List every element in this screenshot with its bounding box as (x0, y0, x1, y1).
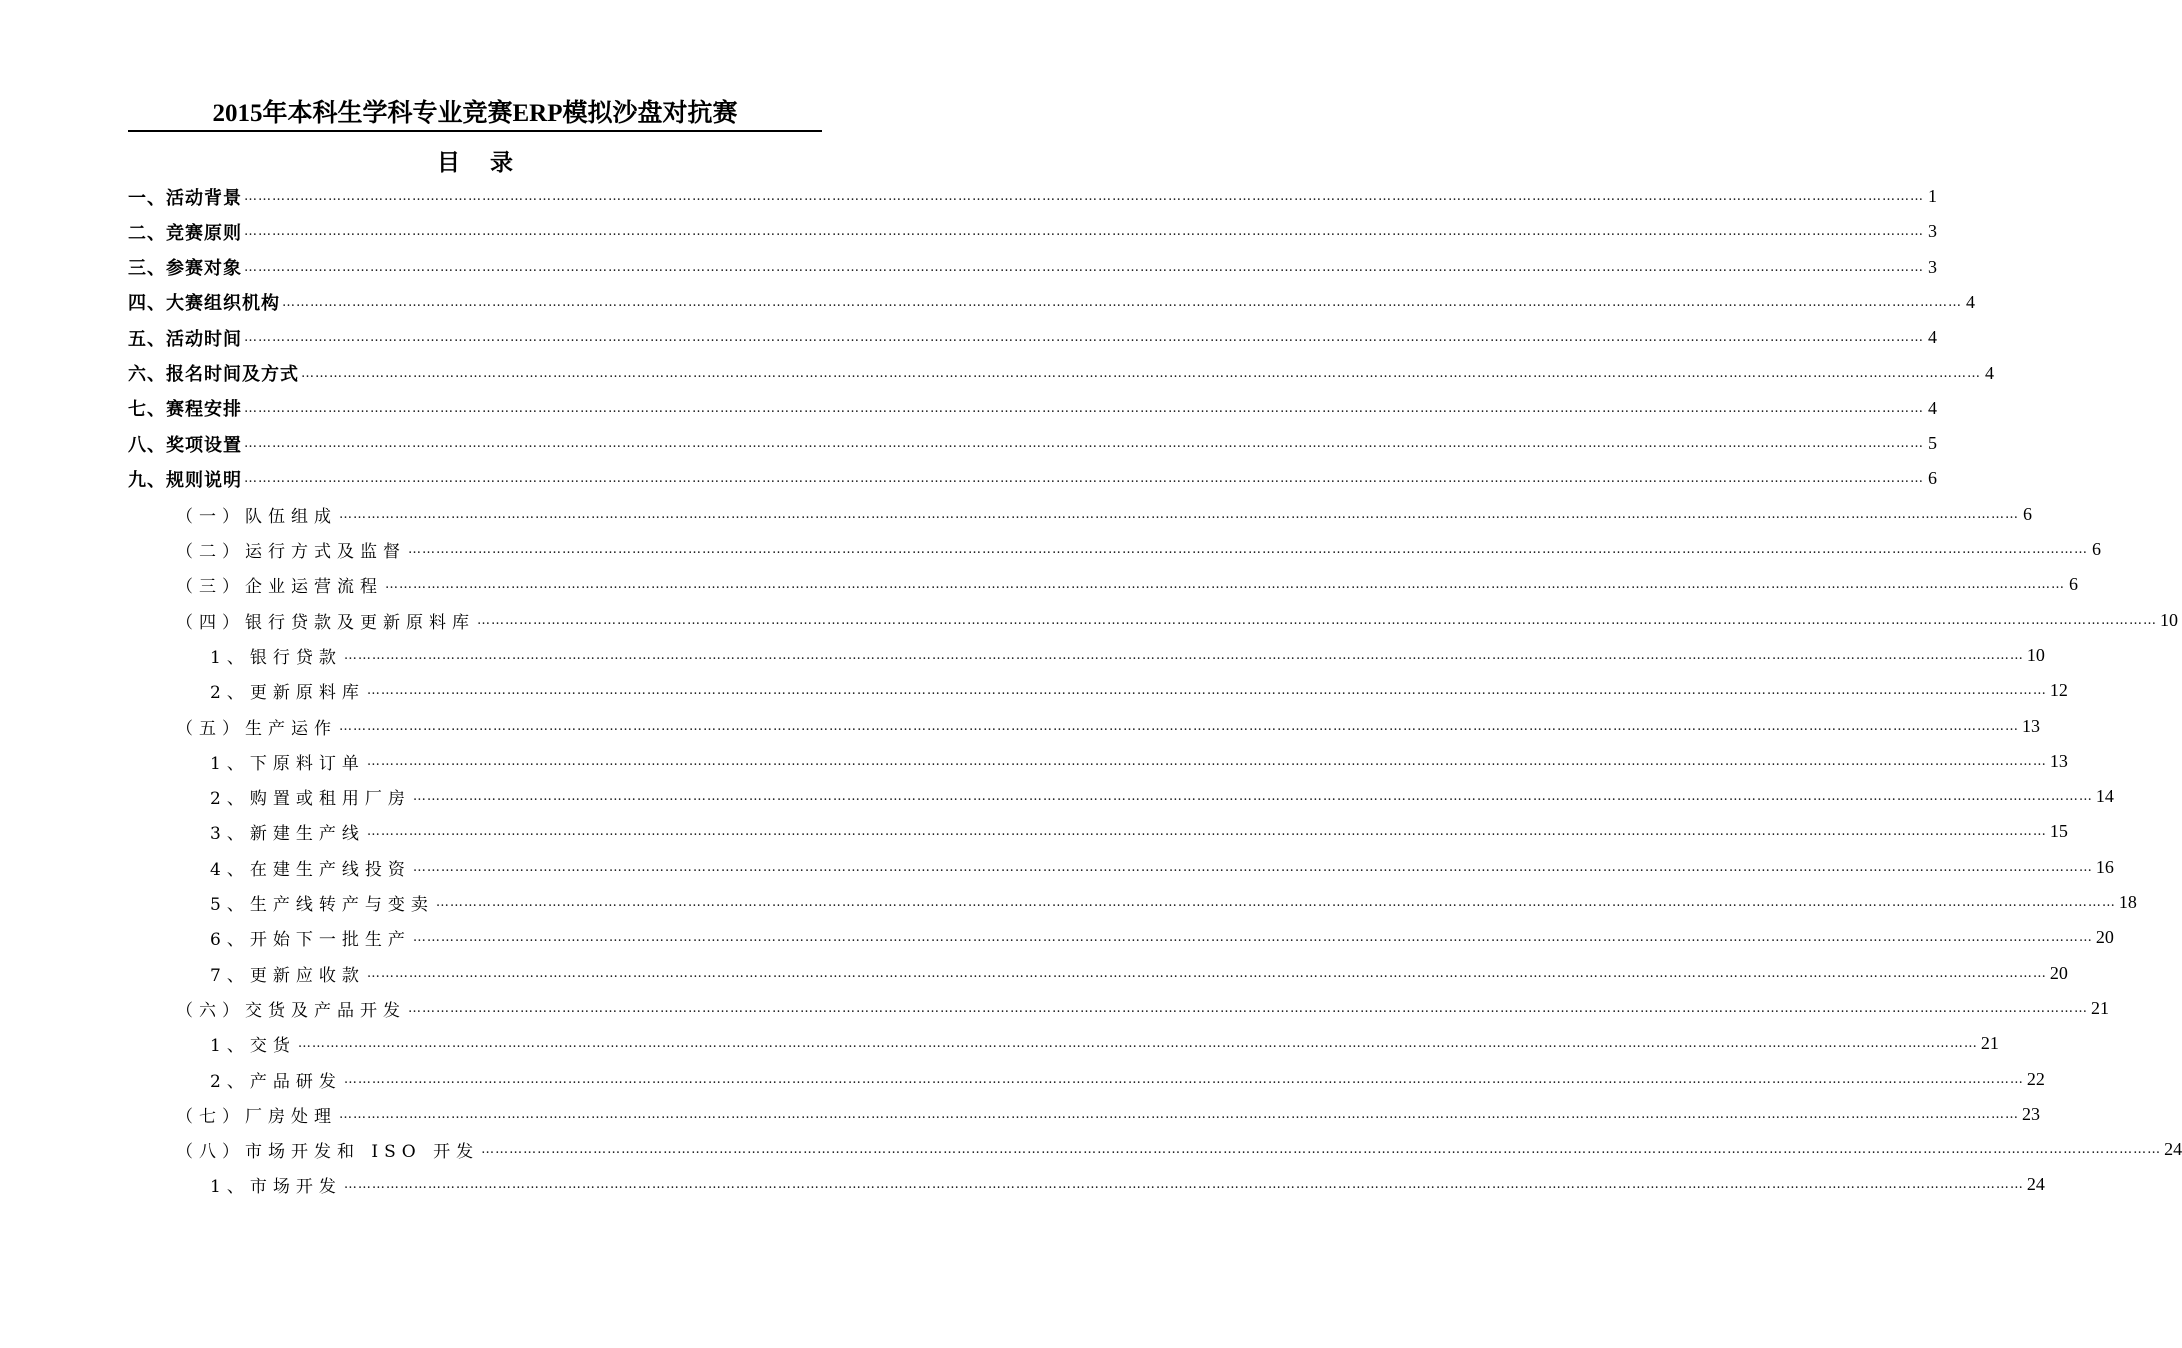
toc-entry[interactable] (128, 391, 1937, 426)
toc-page-number: 10 (2026, 644, 2045, 665)
toc-entry[interactable] (210, 638, 2045, 673)
toc-heading: 目录 (437, 150, 543, 176)
toc-page-number: 22 (2026, 1068, 2045, 1089)
toc-page-number: 4 (1985, 362, 1994, 383)
toc-page-number: 16 (2095, 856, 2114, 877)
toc-page-number: 6 (2092, 539, 2101, 559)
toc-dot-leader: ……………………………………………………………………………………………………………………………………………………………………………………………………………………………………………………………………………………………………………………………… (339, 718, 2019, 734)
toc-page-number: 21 (1980, 1033, 1999, 1054)
toc-entry[interactable] (128, 461, 1937, 496)
toc-entry-label: 2、更新原料库 (210, 683, 365, 704)
toc-entry[interactable] (176, 497, 2032, 532)
toc-entry[interactable] (210, 814, 2068, 849)
toc-dot-leader: ……………………………………………………………………………………………………………………………………………………………………………………………………………………………………………………………………………………………………………………………… (481, 1142, 2162, 1158)
toc-dot-leader: ……………………………………………………………………………………………………………………………………………………………………………………………………………………………………………………………………………………………………………………………… (412, 930, 2093, 946)
toc-entry-label: 七、赛程安排 (128, 399, 242, 421)
toc-page-number: 15 (2049, 821, 2068, 842)
toc-entry-label: 7、更新应收款 (210, 965, 365, 986)
toc-entry[interactable] (210, 885, 2137, 920)
toc-entry[interactable] (176, 603, 2178, 638)
toc-entry[interactable] (210, 956, 2068, 991)
toc-entry[interactable] (176, 1097, 2040, 1132)
toc-entry-label: 1、下原料订单 (210, 753, 365, 774)
toc-entry[interactable] (128, 250, 1937, 285)
toc-entry-label: （五）生产运作 (176, 718, 337, 739)
toc-entry-label: （八）市场开发和 ISO 开发 (176, 1142, 480, 1163)
toc-entry[interactable] (176, 532, 2101, 567)
toc-page-number: 13 (2049, 750, 2068, 771)
toc-entry-label: 1、银行贷款 (210, 647, 342, 668)
toc-entry-label: 2、购置或租用厂房 (210, 789, 411, 810)
toc-page-number: 4 (1966, 291, 1975, 312)
toc-page-number: 12 (2049, 680, 2068, 701)
toc-page-number: 23 (2022, 1103, 2040, 1124)
toc-dot-leader: ……………………………………………………………………………………………………………………………………………………………………………………………………………………………………………………………………………………………………………………………… (244, 400, 1924, 416)
toc-page-number: 3 (1928, 256, 1937, 277)
toc-dot-leader: ……………………………………………………………………………………………………………………………………………………………………………………………………………………………………………………………………………………………………………………………… (244, 189, 1924, 204)
toc-entry[interactable] (210, 744, 2068, 779)
toc-entry-label: 4、在建生产线投资 (210, 859, 411, 880)
toc-entry[interactable] (128, 214, 1937, 249)
toc-page-number: 18 (2118, 892, 2137, 912)
toc-entry-label: （四）银行贷款及更新原料库 (176, 612, 475, 633)
toc-dot-leader: ……………………………………………………………………………………………………………………………………………………………………………………………………………………………………………………………………………………………………………………………… (343, 1071, 2024, 1087)
toc-dot-leader: ……………………………………………………………………………………………………………………………………………………………………………………………………………………………………………………………………………………………………………………………… (408, 542, 2088, 557)
toc-page-number: 1 (1928, 186, 1937, 206)
toc-entry[interactable] (210, 673, 2068, 708)
toc-entry[interactable] (128, 285, 1975, 320)
toc-dot-leader: ……………………………………………………………………………………………………………………………………………………………………………………………………………………………………………………………………………………………………………………………… (435, 895, 2116, 910)
toc-page-number: 14 (2095, 786, 2114, 807)
toc-entry[interactable] (210, 850, 2114, 885)
toc-dot-leader: ……………………………………………………………………………………………………………………………………………………………………………………………………………………………………………………………………………………………………………………………… (343, 647, 2024, 663)
toc-entry-label: 六、报名时间及方式 (128, 364, 299, 385)
toc-entry-label: 6、开始下一批生产 (210, 930, 411, 951)
toc-entry-label: （二）运行方式及监督 (176, 542, 406, 562)
toc-entry-label: （一）队伍组成 (176, 506, 337, 527)
toc-dot-leader: ……………………………………………………………………………………………………………………………………………………………………………………………………………………………………………………………………………………………………………………………… (244, 330, 1924, 346)
toc-dot-leader: ……………………………………………………………………………………………………………………………………………………………………………………………………………………………………………………………………………………………………………………………… (412, 789, 2093, 805)
toc-page-number: 4 (1928, 397, 1937, 418)
toc-entry-label: （七）厂房处理 (176, 1106, 337, 1127)
toc-dot-leader: ……………………………………………………………………………………………………………………………………………………………………………………………………………………………………………………………………………………………………………………………… (343, 1177, 2024, 1193)
toc-entry[interactable] (128, 356, 1994, 391)
toc-page-number: 5 (1928, 433, 1937, 454)
toc-page-number: 4 (1928, 327, 1937, 348)
toc-entry-label: 2、产品研发 (210, 1071, 342, 1092)
toc-entry[interactable] (210, 1062, 2045, 1097)
toc-entry-label: （六）交货及产品开发 (176, 1000, 406, 1021)
toc-dot-leader: ……………………………………………………………………………………………………………………………………………………………………………………………………………………………………………………………………………………………………………………………… (244, 471, 1924, 487)
toc-entry-label: 五、活动时间 (128, 328, 242, 350)
toc-dot-leader: ……………………………………………………………………………………………………………………………………………………………………………………………………………………………………………………………………………………………………………………………… (244, 436, 1924, 452)
document-title: 2015年本科生学科专业竞赛ERP模拟沙盘对抗赛 (212, 100, 738, 127)
toc-page-number: 6 (2069, 574, 2078, 595)
toc-entry[interactable] (128, 320, 1937, 355)
toc-dot-leader: ……………………………………………………………………………………………………………………………………………………………………………………………………………………………………………………………………………………………………………………………… (339, 506, 2019, 522)
toc-page-number: 24 (2164, 1139, 2182, 1160)
toc-dot-leader: ……………………………………………………………………………………………………………………………………………………………………………………………………………………………………………………………………………………………………………………………… (366, 753, 2047, 769)
toc-page-number: 3 (1928, 221, 1937, 242)
toc-dot-leader: ……………………………………………………………………………………………………………………………………………………………………………………………………………………………………………………………………………………………………………………………… (366, 683, 2047, 699)
toc-dot-leader: ……………………………………………………………………………………………………………………………………………………………………………………………………………………………………………………………………………………………………………………………… (412, 859, 2093, 875)
toc-page-number: 6 (2023, 503, 2032, 524)
toc-entry-label: 二、竞赛原则 (128, 222, 242, 244)
toc-page-number: 13 (2022, 715, 2040, 736)
toc-entry[interactable] (128, 426, 1937, 461)
toc-entry[interactable] (176, 1132, 2182, 1167)
toc-entry[interactable] (210, 920, 2114, 955)
toc-page-number: 20 (2095, 927, 2114, 948)
toc-entry-label: 3、新建生产线 (210, 824, 365, 845)
header-rule (128, 130, 822, 132)
toc-entry-label: 5、生产线转产与变卖 (210, 895, 434, 915)
toc-entry[interactable] (176, 991, 2109, 1026)
toc-page-number: 6 (1928, 468, 1937, 489)
toc-entry[interactable] (176, 709, 2040, 744)
toc-dot-leader: ……………………………………………………………………………………………………………………………………………………………………………………………………………………………………………………………………………………………………………………………… (366, 824, 2047, 840)
toc-entry-label: 八、奖项设置 (128, 434, 242, 456)
toc-entry-label: 一、活动背景 (128, 187, 242, 209)
toc-dot-leader: ……………………………………………………………………………………………………………………………………………………………………………………………………………………………………………………………………………………………………………………………… (244, 259, 1924, 275)
toc-dot-leader: ……………………………………………………………………………………………………………………………………………………………………………………………………………………………………………………………………………………………………………………………… (297, 1036, 1978, 1052)
toc-entry[interactable] (210, 1026, 1999, 1061)
toc-entry[interactable] (128, 179, 1937, 214)
toc-page-number: 24 (2026, 1174, 2045, 1195)
toc-entry-label: 1、交货 (210, 1036, 296, 1057)
toc-dot-leader: ……………………………………………………………………………………………………………………………………………………………………………………………………………………………………………………………………………………………………………………………… (282, 294, 1962, 310)
toc-entry-label: 1、市场开发 (210, 1177, 342, 1198)
toc-dot-leader: ……………………………………………………………………………………………………………………………………………………………………………………………………………………………………………………………………………………………………………………………… (477, 612, 2157, 628)
toc-entry-label: （三）企业运营流程 (176, 577, 383, 598)
toc-page-number: 20 (2049, 962, 2068, 983)
toc-entry[interactable] (176, 567, 2078, 602)
toc-dot-leader: ……………………………………………………………………………………………………………………………………………………………………………………………………………………………………………………………………………………………………………………………… (244, 224, 1924, 240)
toc-entry-label: 九、规则说明 (128, 469, 242, 491)
toc-dot-leader: ……………………………………………………………………………………………………………………………………………………………………………………………………………………………………………………………………………………………………………………………… (408, 1000, 2088, 1016)
toc-dot-leader: ……………………………………………………………………………………………………………………………………………………………………………………………………………………………………………………………………………………………………………………………… (339, 1106, 2019, 1122)
toc-entry[interactable] (210, 1167, 2045, 1202)
toc-entry-label: 三、参赛对象 (128, 258, 242, 280)
toc-page-number: 21 (2091, 997, 2109, 1018)
toc-dot-leader: ……………………………………………………………………………………………………………………………………………………………………………………………………………………………………………………………………………………………………………………………… (366, 965, 2047, 981)
toc-page-number: 10 (2160, 609, 2178, 630)
toc-entry-label: 四、大赛组织机构 (128, 293, 280, 315)
toc-dot-leader: ……………………………………………………………………………………………………………………………………………………………………………………………………………………………………………………………………………………………………………………………… (385, 577, 2065, 593)
toc-entry[interactable] (210, 779, 2114, 814)
toc-dot-leader: ……………………………………………………………………………………………………………………………………………………………………………………………………………………………………………………………………………………………………………………………… (301, 365, 1981, 381)
